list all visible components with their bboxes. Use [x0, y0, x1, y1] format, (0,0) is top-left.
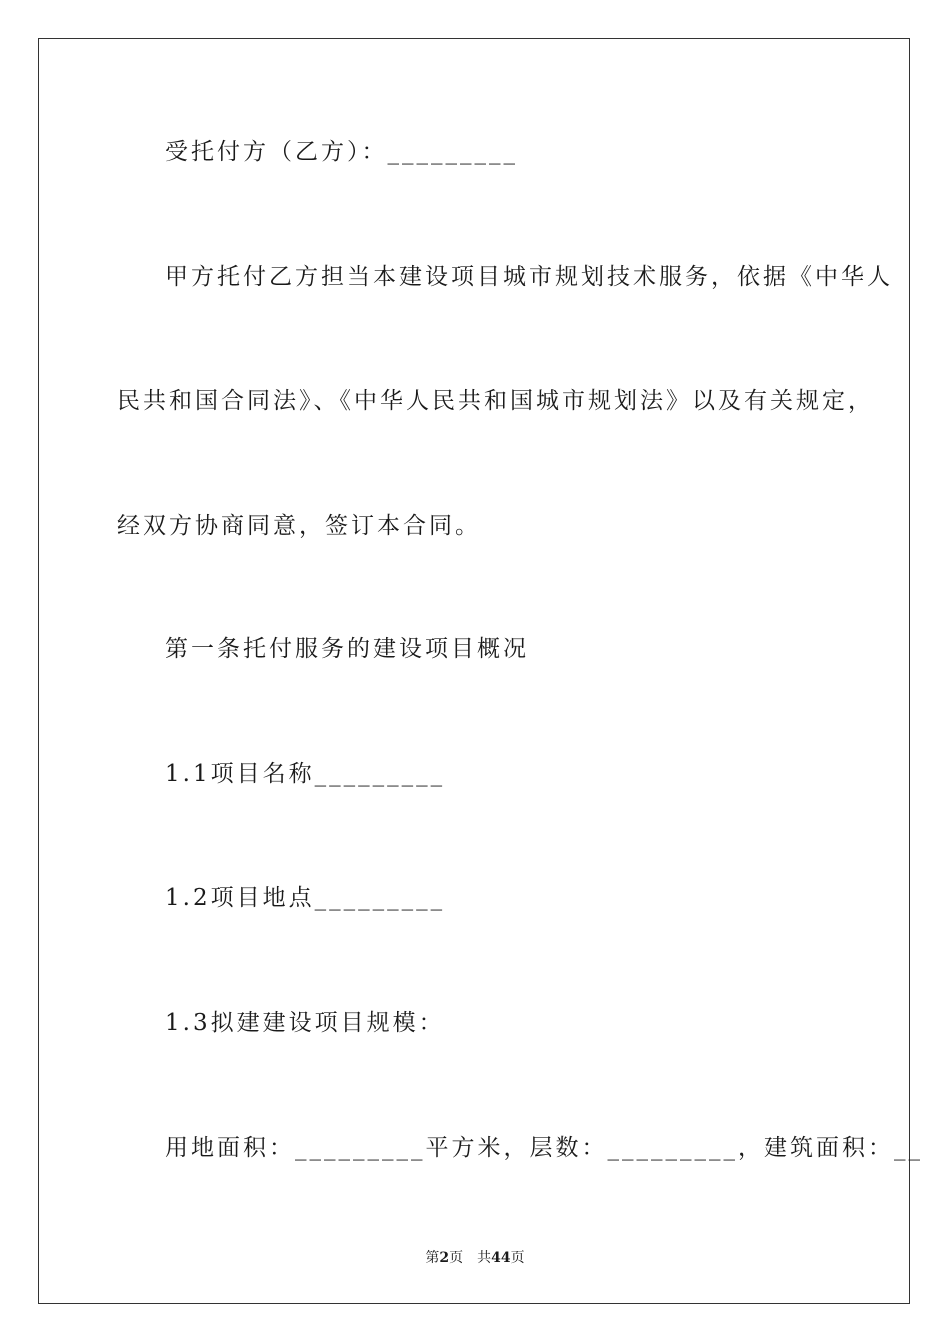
party-b-line: 受托付方（乙方）：_________ — [165, 139, 518, 165]
paragraph-line-2: 民共和国合同法》、《中华人民共和国城市规划法》以及有关规定， — [117, 388, 874, 414]
item-1-1-project-name: 1.1项目名称_________ — [165, 761, 446, 787]
footer-total-suffix: 页 — [510, 1250, 525, 1266]
paragraph-line-1: 甲方托付乙方担当本建设项目城市规划技术服务，依据《中华人 — [165, 264, 893, 290]
item-1-2-project-location: 1.2项目地点_________ — [165, 885, 446, 911]
scale-details-line: 用地面积：_________平方米，层数：_________，建筑面积：__ — [165, 1135, 923, 1161]
paragraph-line-3: 经双方协商同意，签订本合同。 — [117, 513, 481, 539]
footer-page-number: 2 — [439, 1250, 450, 1266]
footer-page-prefix: 第 — [425, 1250, 440, 1266]
item-1-3-project-scale: 1.3拟建建设项目规模： — [165, 1010, 445, 1036]
footer-total-prefix: 共 — [477, 1250, 492, 1266]
article-1-heading: 第一条托付服务的建设项目概况 — [165, 636, 529, 662]
footer-total-number: 44 — [491, 1250, 511, 1266]
page-border — [38, 38, 910, 1304]
footer-page-suffix: 页 — [449, 1250, 464, 1266]
page-footer — [0, 1247, 950, 1267]
